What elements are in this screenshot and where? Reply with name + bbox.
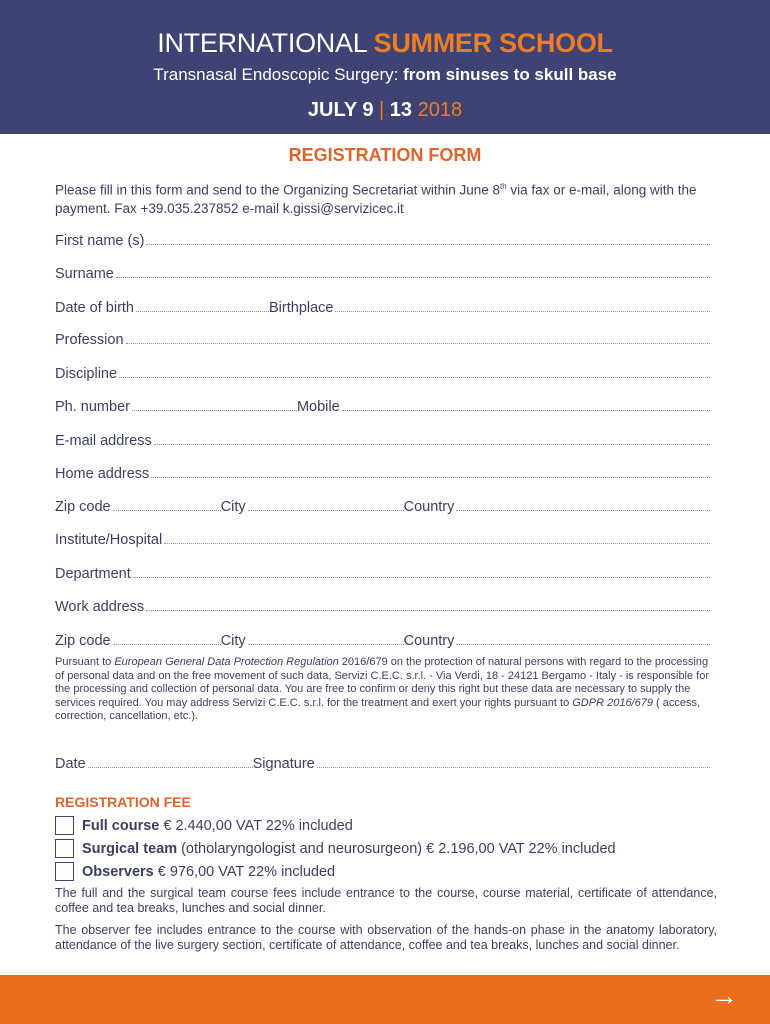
signature-field[interactable] <box>317 766 710 768</box>
zip-city-country-row-2[interactable]: Zip code City Country <box>55 629 710 649</box>
phone-number-field[interactable] <box>132 409 297 411</box>
date-of-birth-field[interactable] <box>136 310 269 312</box>
event-subtitle: Transnasal Endoscopic Surgery: from sinuses to skull base <box>153 65 617 84</box>
discipline-field[interactable]: Discipline <box>55 362 710 382</box>
country-field[interactable] <box>456 509 710 511</box>
phone-row[interactable]: Ph. number Mobile <box>55 395 710 415</box>
date-field[interactable] <box>88 766 253 768</box>
fee-option-observers[interactable]: Observers € 976,00 VAT 22% included <box>55 862 335 881</box>
form-title: REGISTRATION FORM <box>288 145 482 165</box>
fee-note-observer: The observer fee includes entrance to the course with observation of the hands-on phase in the anatomy laboratory, attendance of the live surgery section, certificate of attendance, coffee and tea breaks, lunches and social dinner. <box>55 923 717 952</box>
birthplace-field[interactable] <box>335 310 710 312</box>
event-dates: JULY 9 | 13 2018 <box>307 99 463 121</box>
event-title: INTERNATIONAL SUMMER SCHOOL <box>157 28 613 58</box>
mobile-field[interactable] <box>342 409 710 411</box>
checkbox[interactable] <box>55 839 74 858</box>
first-name-field[interactable]: First name (s) <box>55 229 710 249</box>
form-intro: Please fill in this form and send to the Organizing Secretariat within June 8th via fax or e-mail, along with the payment. Fax +39.035.237852 e-mail k.gissi@servizicec.it <box>55 182 697 216</box>
country-field-2[interactable] <box>456 643 710 645</box>
privacy-notice: Pursuant to European General Data Protection Regulation 2016/679 on the protection of natural persons with regard to the processing of personal data and on the free movement of such data, Servizi C.E.C. s.r.l. - Via Verdi, 18 - 24121 Bergamo - Italy - is responsible for the processing and collection of personal data. You are free to confirm or deny this right but these data are necessary to supply the services required. You may address Servizi C.E.C. s.r.l. for the treatment and exert your rights pursuant to GDPR 2016/679 ( access, correction, cancellation, etc.). <box>55 656 710 722</box>
fee-section-title: REGISTRATION FEE <box>55 794 191 810</box>
email-field[interactable]: E-mail address <box>55 429 710 449</box>
fee-option-surgical-team[interactable]: Surgical team (otholaryngologist and neurosurgeon) € 2.196,00 VAT 22% included <box>55 839 616 858</box>
institute-field[interactable]: Institute/Hospital <box>55 528 710 548</box>
city-field[interactable] <box>248 509 404 511</box>
arrow-right-icon[interactable]: → <box>710 980 738 1011</box>
header-banner <box>0 0 770 134</box>
zip-code-field-2[interactable] <box>113 643 221 645</box>
work-address-field[interactable]: Work address <box>55 595 710 615</box>
footer-bar <box>0 975 770 1024</box>
surname-field[interactable]: Surname <box>55 262 710 282</box>
checkbox[interactable] <box>55 816 74 835</box>
date-signature-row[interactable]: Date Signature <box>55 752 710 772</box>
department-field[interactable]: Department <box>55 562 710 582</box>
profession-field[interactable]: Profession <box>55 328 710 348</box>
checkbox[interactable] <box>55 862 74 881</box>
fee-option-full-course[interactable]: Full course € 2.440,00 VAT 22% included <box>55 816 353 835</box>
birth-row[interactable]: Date of birth Birthplace <box>55 296 710 316</box>
zip-city-country-row-1[interactable]: Zip code City Country <box>55 495 710 515</box>
zip-code-field[interactable] <box>113 509 221 511</box>
fee-note-full: The full and the surgical team course fees include entrance to the course, course material, certificate of attendance, coffee and tea breaks, lunches and social dinner. <box>55 886 717 915</box>
home-address-field[interactable]: Home address <box>55 462 710 482</box>
city-field-2[interactable] <box>248 643 404 645</box>
